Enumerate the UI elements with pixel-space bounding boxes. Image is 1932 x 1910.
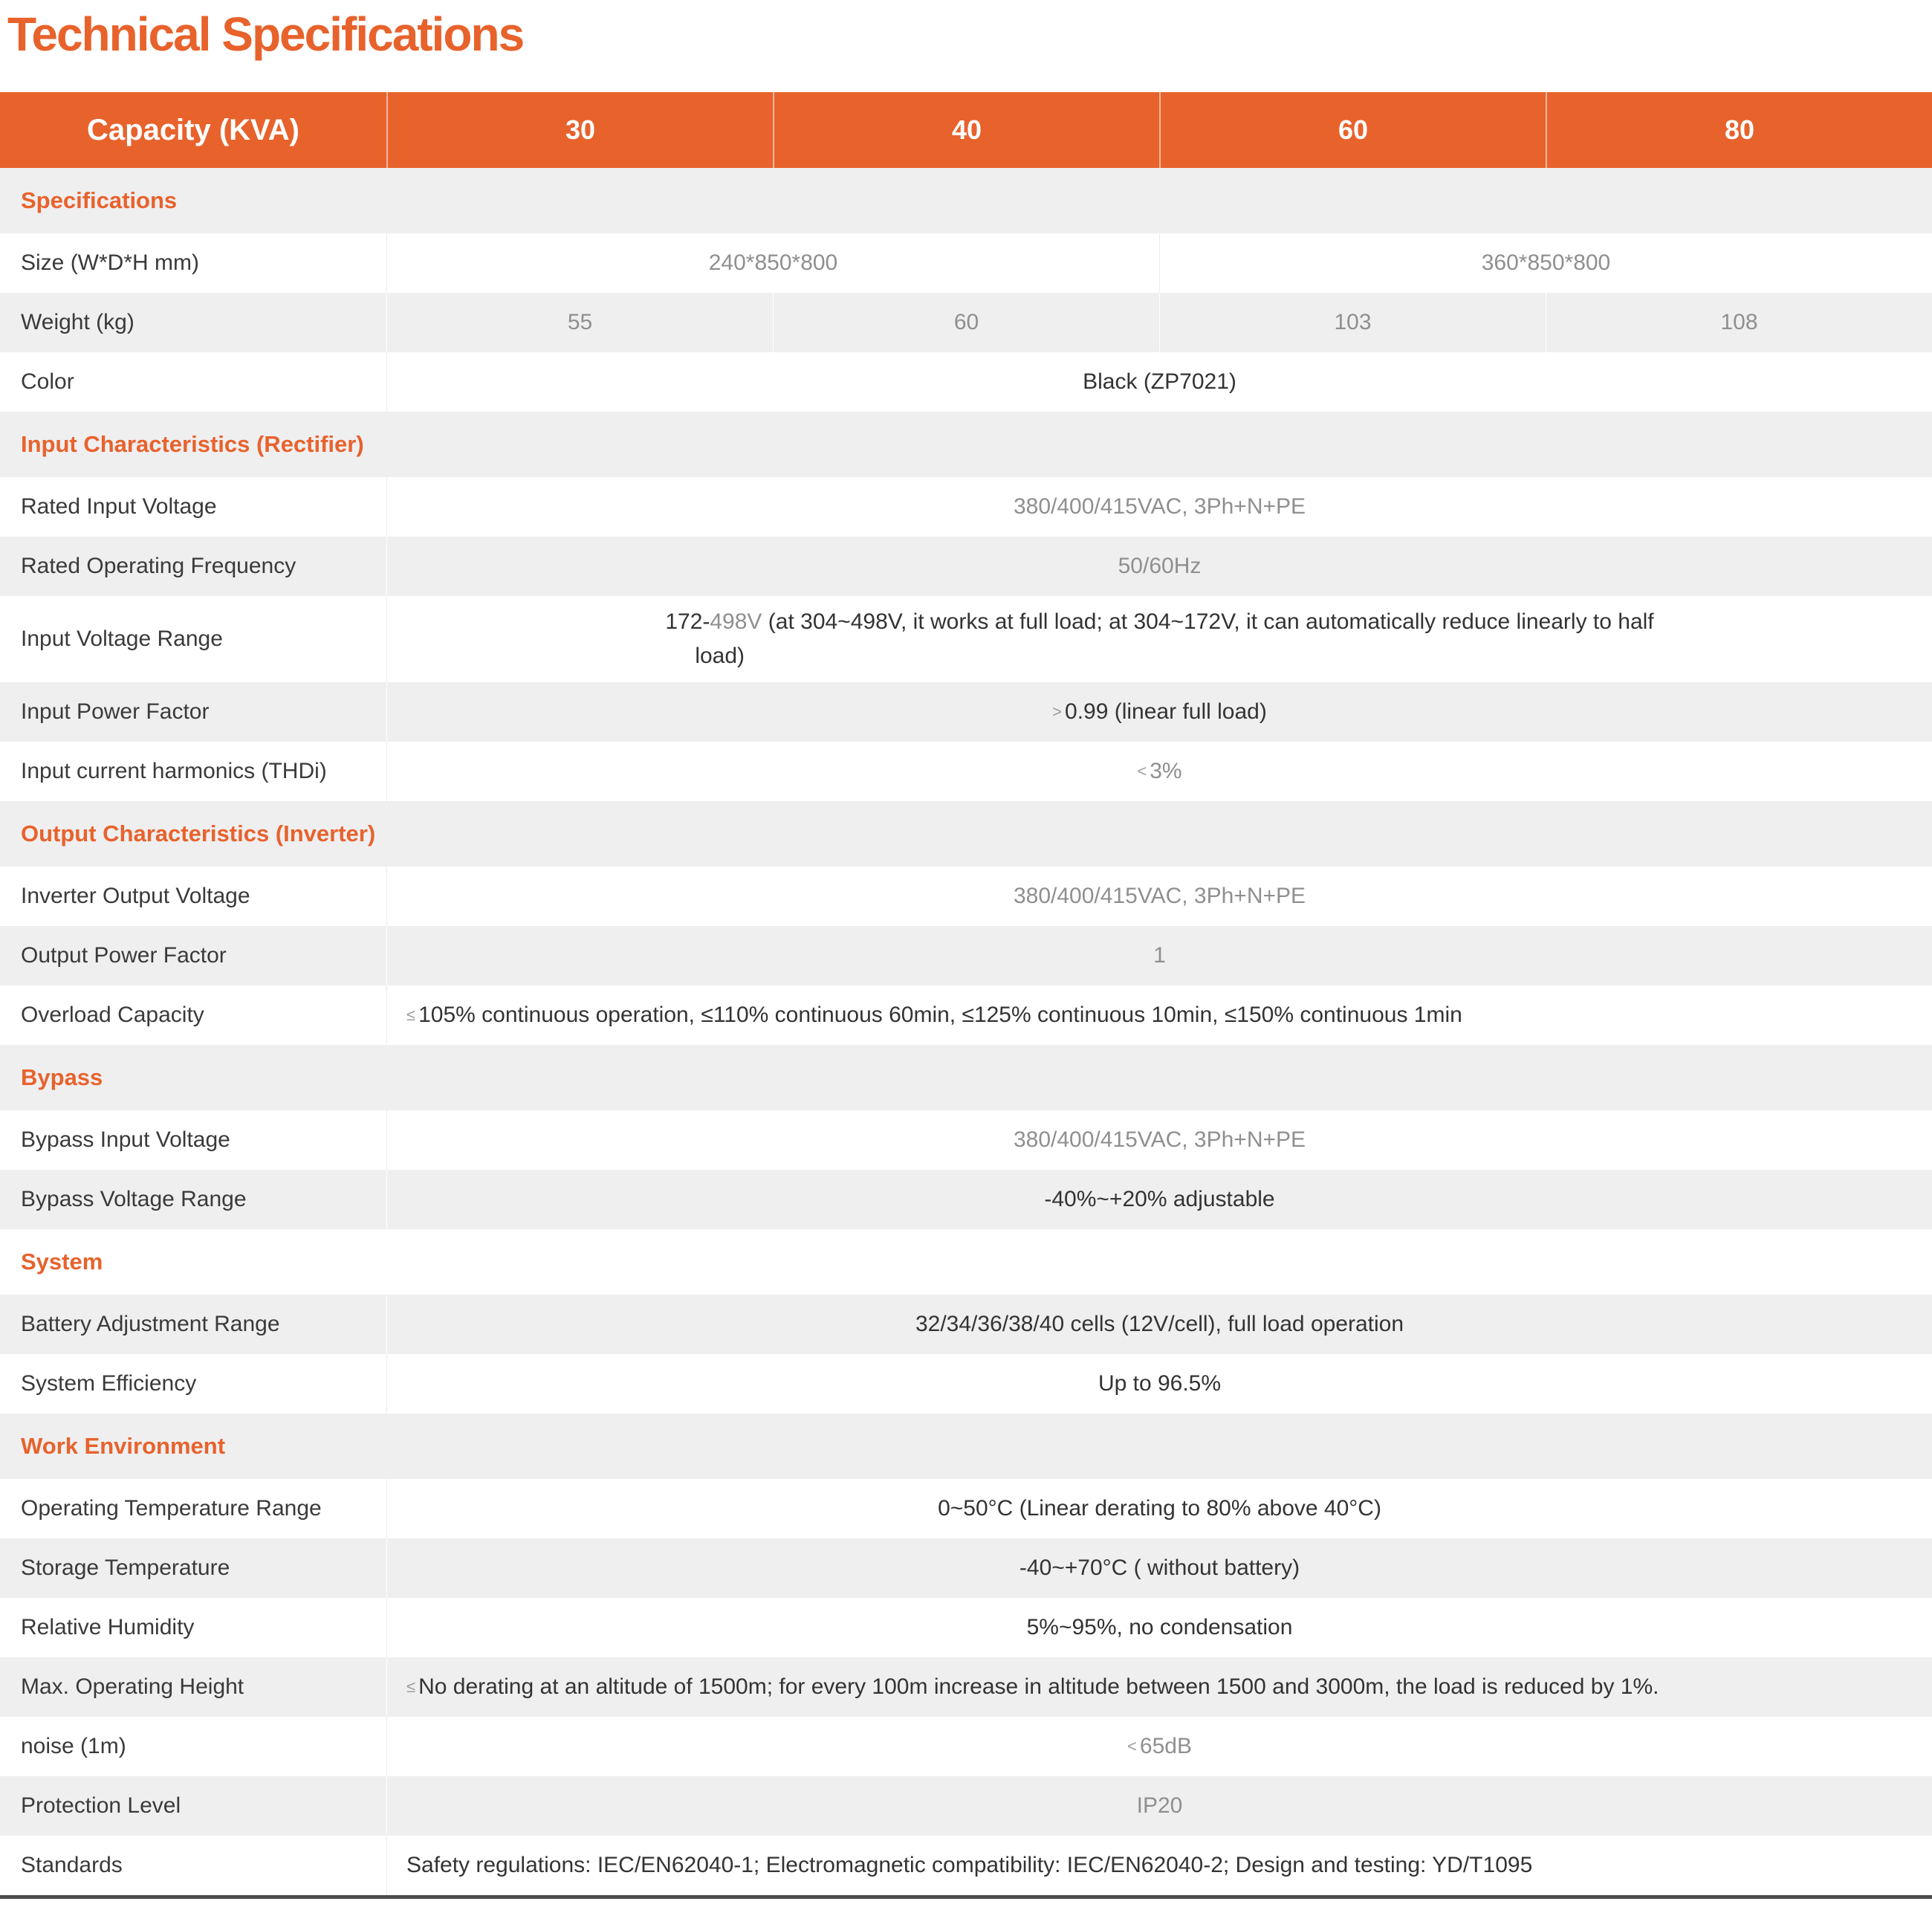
- section-title: Input Characteristics (Rectifier): [21, 431, 364, 457]
- row-storage-temperature: [0, 1538, 1932, 1598]
- row-value: 380/400/415VAC, 3Ph+N+PE: [386, 867, 1932, 926]
- row-noise: [0, 1717, 1932, 1776]
- row-label: Weight (kg): [21, 310, 134, 334]
- row-label: Size (W*D*H mm): [21, 250, 199, 275]
- comparator: <: [1127, 1737, 1137, 1755]
- row-value: -40%~+20% adjustable: [386, 1170, 1932, 1229]
- row-label: Bypass Voltage Range: [21, 1187, 247, 1211]
- row-label: Relative Humidity: [21, 1615, 195, 1639]
- row-value: 103: [1159, 293, 1546, 352]
- row-value: 108: [1546, 293, 1932, 352]
- row-output-power-factor: [0, 926, 1932, 985]
- section-title: Bypass: [21, 1064, 103, 1090]
- row-value: 32/34/36/38/40 cells (12V/cell), full load operation: [386, 1295, 1932, 1354]
- row-value: < 3%: [386, 742, 1932, 801]
- row-label: Battery Adjustment Range: [21, 1312, 280, 1336]
- section-title: Output Characteristics (Inverter): [21, 820, 376, 846]
- section-row-bypass: [0, 1045, 1932, 1110]
- row-value: 55: [386, 293, 773, 352]
- row-value: IP20: [386, 1776, 1932, 1836]
- row-value: 0~50°C (Linear derating to 80% above 40°C): [386, 1479, 1932, 1538]
- row-value: < 65dB: [386, 1717, 1932, 1776]
- row-max-operating-height: [0, 1657, 1932, 1717]
- row-label: Bypass Input Voltage: [21, 1127, 230, 1152]
- section-row-specifications: [0, 168, 1932, 233]
- table-header-row: [0, 92, 1932, 168]
- section-title: Work Environment: [21, 1433, 226, 1459]
- row-label: Rated Operating Frequency: [21, 554, 296, 578]
- row-protection-level: [0, 1776, 1932, 1836]
- row-value: 1: [386, 926, 1932, 985]
- row-system-efficiency: [0, 1354, 1932, 1414]
- comparator: <: [1137, 762, 1147, 780]
- row-value: -40~+70°C ( without battery): [386, 1538, 1932, 1598]
- row-bypass-input-voltage: [0, 1110, 1932, 1170]
- header-col-80: 80: [1546, 92, 1932, 168]
- section-row-output-characteristics: [0, 801, 1932, 867]
- row-battery-adjustment-range: [0, 1295, 1932, 1354]
- row-label: noise (1m): [21, 1734, 126, 1758]
- spec-table: [0, 92, 1932, 1899]
- row-value: Up to 96.5%: [386, 1354, 1932, 1414]
- row-relative-humidity: [0, 1598, 1932, 1657]
- row-inverter-output-voltage: [0, 867, 1932, 926]
- row-label: System Efficiency: [21, 1371, 197, 1396]
- row-size: [0, 233, 1932, 293]
- header-col-30: 30: [386, 92, 773, 168]
- row-label: Input Power Factor: [21, 699, 210, 724]
- section-row-work-environment: [0, 1414, 1932, 1479]
- row-label: Color: [21, 369, 74, 394]
- row-value: Black (ZP7021): [386, 352, 1932, 412]
- row-input-power-factor: [0, 682, 1932, 742]
- section-row-system: [0, 1229, 1932, 1295]
- row-value: 360*850*800: [1159, 233, 1932, 293]
- row-label: Rated Input Voltage: [21, 494, 217, 519]
- row-value: 380/400/415VAC, 3Ph+N+PE: [386, 1110, 1932, 1170]
- row-value-text: 172-498V (at 304~498V, it works at full load; at 304~172V, it can automatically reduce linearly to half load): [665, 609, 1654, 668]
- row-value: 380/400/415VAC, 3Ph+N+PE: [386, 477, 1932, 537]
- row-input-voltage-range: [0, 596, 1932, 682]
- row-value: ≤ No derating at an altitude of 1500m; for every 100m increase in altitude between 1500 and 3000m, the load is reduced by 1%.: [386, 1657, 1932, 1717]
- row-label: Overload Capacity: [21, 1003, 204, 1027]
- row-value: Safety regulations: IEC/EN62040-1; Electromagnetic compatibility: IEC/EN62040-2; Design and testing: YD/T1095: [386, 1836, 1932, 1895]
- row-value: 60: [773, 293, 1159, 352]
- row-label: Protection Level: [21, 1793, 181, 1818]
- page-title: Technical Specifications: [7, 7, 524, 61]
- comparator: ≤: [406, 1006, 416, 1024]
- row-label: Input current harmonics (THDi): [21, 759, 327, 783]
- row-label: Storage Temperature: [21, 1555, 230, 1580]
- row-value: 240*850*800: [386, 233, 1159, 293]
- header-col-40: 40: [773, 92, 1159, 168]
- row-value: 50/60Hz: [386, 537, 1932, 596]
- row-value: [386, 596, 1932, 682]
- row-value: 5%~95%, no condensation: [386, 1598, 1932, 1657]
- row-bypass-voltage-range: [0, 1170, 1932, 1229]
- header-col-60: 60: [1159, 92, 1546, 168]
- row-overload-capacity: [0, 985, 1932, 1045]
- header-capacity-cell: Capacity (KVA): [87, 113, 299, 146]
- row-rated-input-voltage: [0, 477, 1932, 537]
- row-label: Operating Temperature Range: [21, 1496, 322, 1521]
- row-value: ≤ 105% continuous operation, ≤110% continuous 60min, ≤125% continuous 10min, ≤150% continuous 1min: [386, 985, 1932, 1045]
- row-label: Input Voltage Range: [21, 627, 223, 651]
- row-weight: [0, 293, 1932, 352]
- row-rated-operating-frequency: [0, 537, 1932, 596]
- section-title: System: [21, 1249, 103, 1275]
- row-operating-temperature-range: [0, 1479, 1932, 1538]
- row-label: Standards: [21, 1853, 123, 1877]
- row-input-current-harmonics: [0, 742, 1932, 801]
- row-standards: [0, 1836, 1932, 1895]
- section-title: Specifications: [21, 187, 178, 213]
- row-color: [0, 352, 1932, 412]
- section-row-input-characteristics: [0, 412, 1932, 477]
- row-value: > 0.99 (linear full load): [386, 682, 1932, 742]
- comparator: ≤: [406, 1677, 416, 1696]
- row-label: Output Power Factor: [21, 943, 227, 968]
- row-label: Inverter Output Voltage: [21, 884, 250, 908]
- row-label: Max. Operating Height: [21, 1674, 244, 1699]
- comparator: >: [1052, 702, 1063, 721]
